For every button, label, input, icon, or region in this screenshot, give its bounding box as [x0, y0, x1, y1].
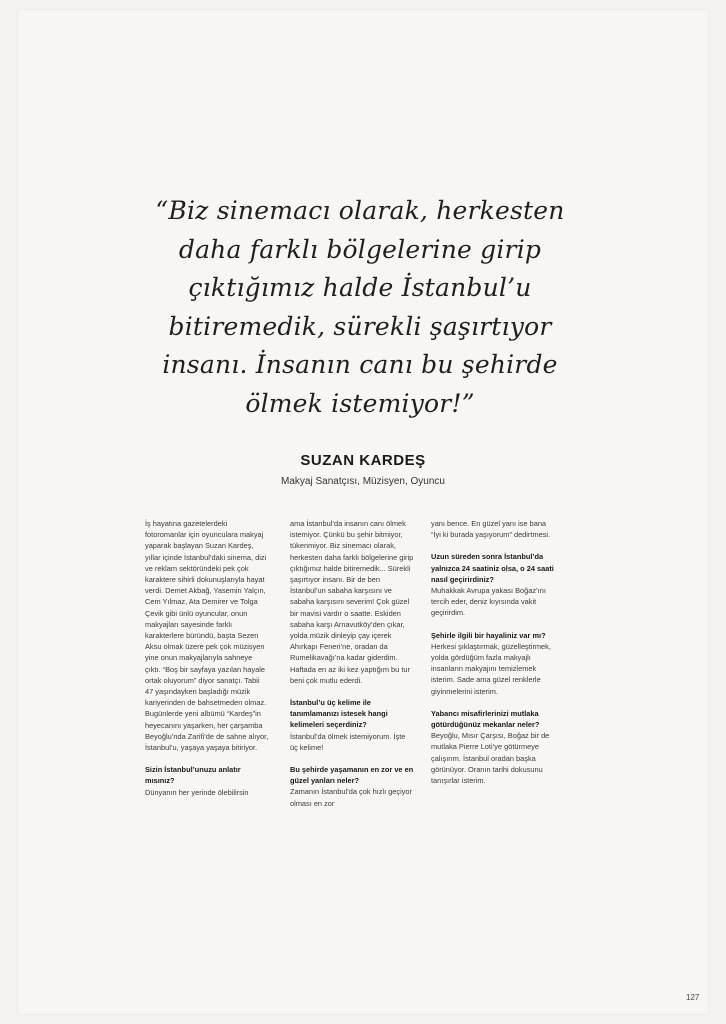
- intro-paragraph: İş hayatına gazetelerdeki fotoromanlar için oyunculara makyaj yaparak başlayan Suzan Kardeş, yıllar içinde İstanbul’daki sinema, dizi ve reklam sektöründeki pek çok karaktere sihirli dokunuşlarıyla hayat verdi. Demet Akbağ, Yasemin Yalçın, Cem Yılmaz, Ata Demirer ve Tolga Çevik gibi ünlü oyuncular, onun makyajları sayesinde farklı karakterlere büründü, başta Sezen Aksu olmak üzere pek çok müzisyen yine onun makyajlarıyla sahneye çıktı. “Boş bir sayfaya yazılan hayale ortak oluyorum” diyor sanatçı. Tabii 47 yaşındayken başladığı müzik kariyerinden de bahsetmeden olmaz. Bugünlerde yeni albümü “Kardeş”in heyecanını yaşarken, her çarşamba Beyoğlu’nda Zarifi’de de sahne alıyor, İstanbul’u, yaşaya yaşaya bitiriyor.: [145, 519, 269, 753]
- interview-answer: Muhakkak Avrupa yakası Boğaz’ını tercih eder, deniz kıyısında vakit geçirirdim.: [431, 586, 546, 618]
- quote-line: ölmek istemiyor!”: [245, 388, 475, 418]
- quote-line: bitiremedik, sürekli şaşırtıyor: [168, 311, 552, 341]
- interview-question: İstanbul’u üç kelime ile tanımlamanızı istesek hangi kelimeleri seçerdiniz?: [290, 698, 388, 730]
- page-number: 127: [686, 993, 700, 1002]
- interview-answer: Dünyanın her yerinde ölebilirsin: [145, 787, 249, 797]
- text-column-1: [145, 518, 269, 809]
- magazine-page: [18, 10, 708, 1014]
- interview-answer: Zamanın İstanbul’da çok hızlı geçiyor olması en zor: [290, 787, 413, 808]
- interview-question: Sizin İstanbul’unuzu anlatır mısınız?: [145, 765, 241, 786]
- text-column-2: [290, 518, 414, 820]
- interview-answer: Beyoğlu, Mısır Çarşısı, Boğaz bir de mutlaka Pierre Loti’ye götürmeye çalışırım. İstanbul oradan başka görünüyor. Oranın tarihi dokusunu tanışırlar isterim.: [431, 731, 550, 786]
- text-column-3: [431, 518, 555, 797]
- pull-quote: [110, 192, 610, 423]
- answer-continuation: yanı bence. En güzel yanı ise bana “İyi ki burada yaşıyorum” dedirtmesi.: [431, 519, 551, 540]
- answer-continuation: ama İstanbul’da insanın canı ölmek istemiyor. Çünkü bu şehir bitmiyor, tükenmiyor. Biz sinemacı olarak, herkesten daha farklı bölgelerine girip çıktığımız halde bitiremedik... Sürekli şaşırtıyor insanı. Bir de ben İstanbul’un sabaha karşısını ve sabaha karşısını severim! Çok güzel bir mavisi vardır o saatte. Eskiden sabaha karşı Arnavutköy’den çıkar, yolda müzik dinleyip çay içerek Ahırkapı Feneri’ne, oradan da Rumelikavağı’na kadar giderdim. Haftada en az iki kez yaptığım bu tur beni çok mutlu ederdi.: [290, 519, 414, 685]
- person-role: Makyaj Sanatçısı, Müzisyen, Oyuncu: [281, 476, 445, 487]
- person-name: SUZAN KARDEŞ: [300, 452, 426, 469]
- interview-answer: İstanbul’da ölmek istemiyorum. İşte üç kelime!: [290, 731, 406, 752]
- interview-question: Yabancı misafirlerinizi mutlaka götürdüğünüz mekanlar neler?: [431, 708, 540, 730]
- interview-answer: Herkesi şıklaştırmak, güzelleştirmek, yolda gördüğüm fazla makyajlı insanların makyajını temizlemek isterim. Sade ama güzel renklerle giyinmelerini isterim.: [431, 641, 551, 696]
- interview-question: Şehirle ilgili bir hayaliniz var mı?: [431, 630, 546, 640]
- quote-line: “Biz sinemacı olarak, herkesten: [155, 196, 565, 225]
- quote-line: çıktığımız halde İstanbul’u: [188, 273, 532, 302]
- interview-question: Bu şehirde yaşamanın en zor ve en güzel yanları neler?: [290, 765, 414, 786]
- quote-line: daha farklı bölgelerine girip: [178, 234, 542, 264]
- interview-question: Uzun süreden sonra İstanbul’da yalnızca 24 saatiniz olsa, o 24 saati nasıl geçirirdiniz?: [431, 552, 554, 584]
- quote-line: insanı. İnsanın canı bu şehirde: [162, 350, 558, 379]
